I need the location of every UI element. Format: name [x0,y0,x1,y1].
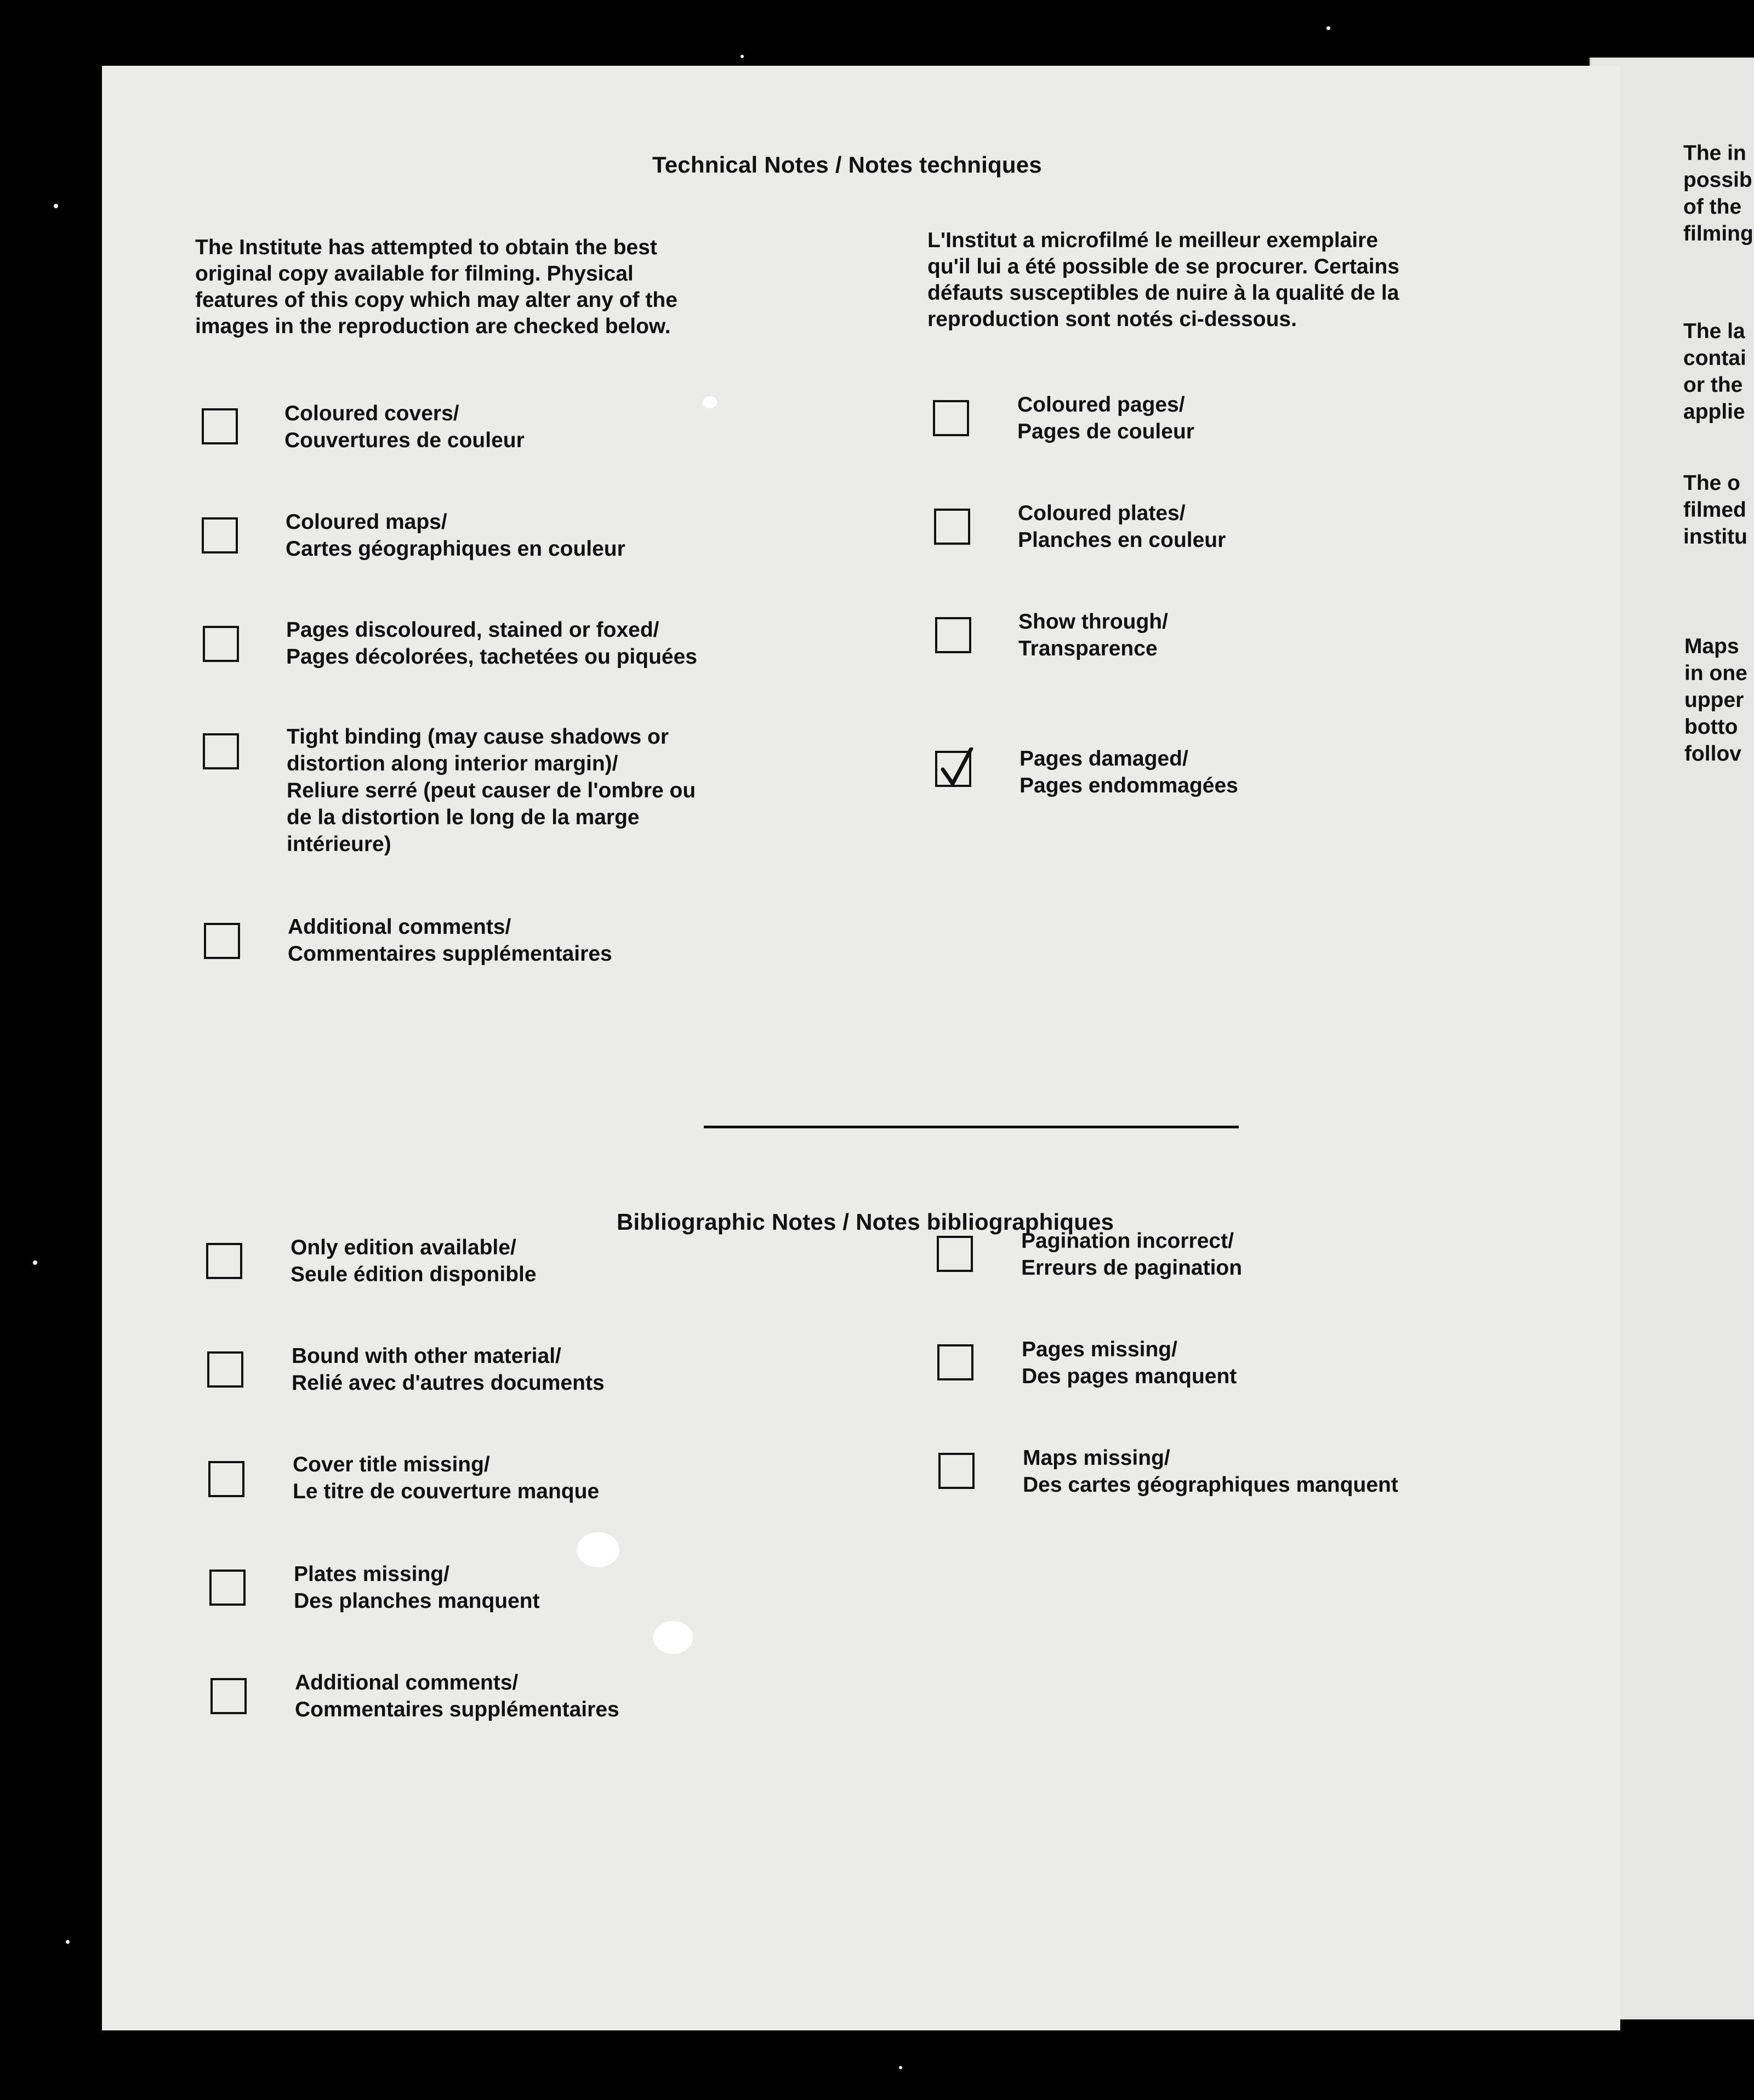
adjacent-text-block-2: The la contai or the applie [1683,319,1746,424]
scan-speck [577,1532,619,1567]
scan-speck [1326,26,1330,30]
scan-speck [741,55,744,58]
label-pages-discoloured: Pages discoloured, stained or foxed/ Pages décolorées, tachetées ou piquées [286,618,697,669]
checkbox-technical-additional-comments[interactable] [204,923,240,959]
checkbox-pages-damaged[interactable] [935,751,971,787]
checkbox-coloured-maps[interactable] [202,517,238,553]
label-bound-with: Bound with other material/ Relié avec d'autres documents [292,1344,605,1395]
scan-speck [33,1260,37,1265]
checkbox-pages-discoloured[interactable] [203,626,239,662]
checkbox-coloured-covers[interactable] [202,408,238,444]
label-cover-title-missing: Cover title missing/ Le titre de couverture manque [293,1453,600,1503]
checkbox-pagination-incorrect[interactable] [937,1236,973,1272]
section-divider [704,1126,1239,1128]
scan-speck [899,2066,902,2069]
scan-speck [703,396,717,408]
bibliographic-notes-heading: Bibliographic Notes / Notes bibliographiques [617,1209,1114,1235]
checkbox-plates-missing[interactable] [209,1570,246,1606]
label-coloured-covers: Coloured covers/ Couvertures de couleur [284,402,525,452]
checkbox-coloured-plates[interactable] [934,509,970,545]
label-pagination-incorrect: Pagination incorrect/ Erreurs de pagination [1021,1229,1243,1280]
intro-french: L'Institut a microfilmé le meilleur exemplaire qu'il lui a été possible de se procurer. Certains défauts susceptibles de nuire à la qualité de la reproduction sont notés ci-dessous. [927,229,1400,331]
technical-notes-sheet [102,66,1620,2030]
label-pages-damaged: Pages damaged/ Pages endommagées [1020,747,1238,797]
label-bibliographic-additional-comments: Additional comments/ Commentaires supplémentaires [295,1671,619,1721]
label-maps-missing: Maps missing/ Des cartes géographiques manquent [1023,1446,1398,1497]
checkbox-bound-with[interactable] [207,1351,243,1388]
label-technical-additional-comments: Additional comments/ Commentaires supplémentaires [288,915,612,966]
adjacent-text-block-1: The in possib of the filming [1683,141,1753,246]
checkbox-show-through[interactable] [935,617,971,653]
label-coloured-plates: Coloured plates/ Planches en couleur [1018,501,1226,552]
scan-speck [54,204,58,208]
adjacent-text-block-4: Maps in one upper botto follov [1684,635,1747,766]
label-coloured-pages: Coloured pages/ Pages de couleur [1017,393,1194,443]
technical-notes-heading: Technical Notes / Notes techniques [652,152,1042,178]
label-only-edition: Only edition available/ Seule édition disponible [291,1236,537,1286]
adjacent-text-block-3: The o filmed institu [1683,471,1747,549]
checkbox-cover-title-missing[interactable] [208,1461,244,1497]
scan-speck [653,1621,693,1654]
checkbox-only-edition[interactable] [206,1243,242,1279]
checkmark-icon [939,747,973,790]
label-tight-binding: Tight binding (may cause shadows or distortion along interior margin)/ Reliure serré (peut causer de l'ombre ou de la distortion le long de la marge intérieure) [287,725,696,856]
label-coloured-maps: Coloured maps/ Cartes géographiques en couleur [286,510,625,561]
intro-english: The Institute has attempted to obtain the best original copy available for filming. Physical features of this copy which may alter any of the images in the reproduction are checked below. [195,236,677,338]
label-plates-missing: Plates missing/ Des planches manquent [294,1562,540,1613]
checkbox-tight-binding[interactable] [203,733,239,769]
label-pages-missing: Pages missing/ Des pages manquent [1022,1338,1237,1388]
label-show-through: Show through/ Transparence [1018,610,1168,660]
checkbox-maps-missing[interactable] [938,1453,975,1489]
checkbox-coloured-pages[interactable] [933,400,969,436]
checkbox-bibliographic-additional-comments[interactable] [210,1678,247,1714]
checkbox-pages-missing[interactable] [937,1344,973,1380]
scan-speck [66,1940,70,1944]
